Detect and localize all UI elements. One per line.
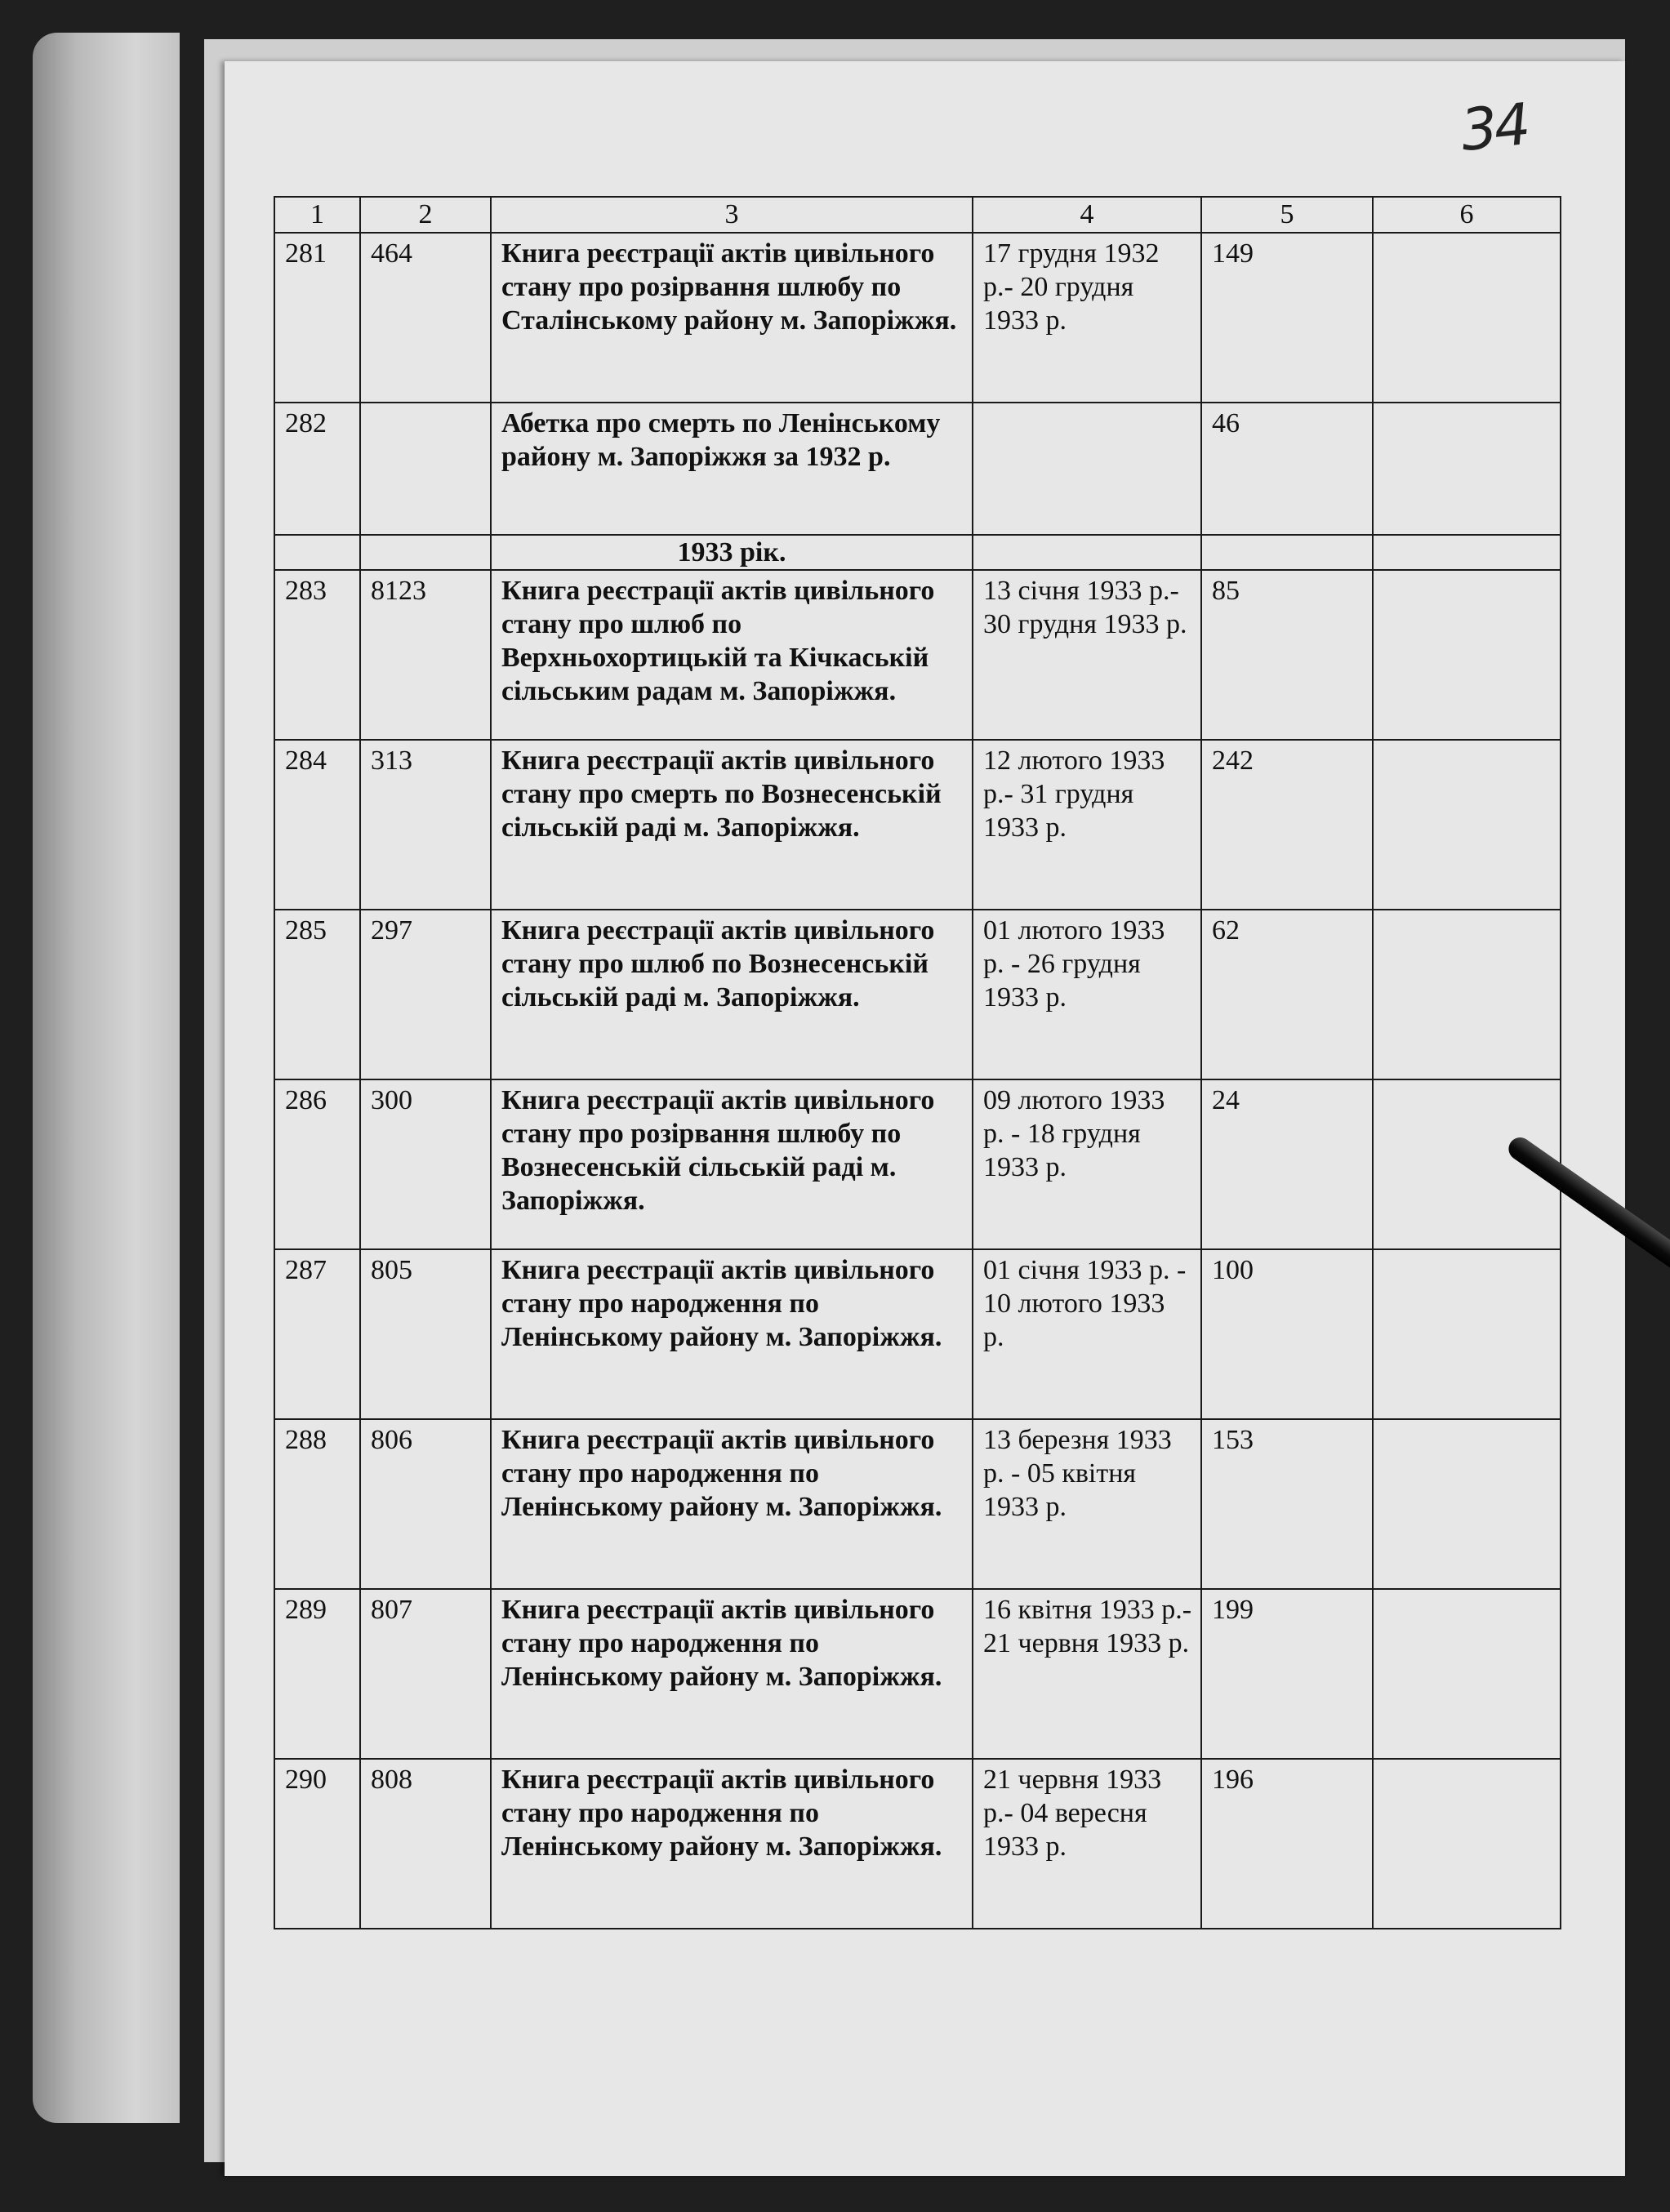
table-row — [274, 910, 1561, 1079]
column-header: 5 — [1201, 197, 1373, 233]
table-row — [274, 1079, 1561, 1249]
file-number: 807 — [360, 1589, 491, 1759]
sheet-count: 62 — [1201, 910, 1373, 1079]
column-header: 6 — [1373, 197, 1561, 233]
table-row — [274, 570, 1561, 740]
note-cell — [1373, 570, 1561, 740]
file-number — [360, 403, 491, 535]
section-title: 1933 рік. — [491, 535, 973, 570]
sheet-count: 196 — [1201, 1759, 1373, 1929]
item-number: 282 — [274, 403, 360, 535]
table-row — [274, 1419, 1561, 1589]
note-cell — [1373, 1589, 1561, 1759]
item-number: 283 — [274, 570, 360, 740]
file-number: 806 — [360, 1419, 491, 1589]
file-title: Книга реєстрації актів цивільного стану про смерть по Вознесенській сільській раді м. Запоріжжя. — [491, 740, 973, 910]
note-cell — [1373, 1249, 1561, 1419]
sheet-count: 46 — [1201, 403, 1373, 535]
date-range: 09 лютого 1933 р. - 18 грудня 1933 р. — [973, 1079, 1201, 1249]
column-header: 2 — [360, 197, 491, 233]
table-row — [274, 1589, 1561, 1759]
register-table — [274, 196, 1561, 1929]
sheet-count: 85 — [1201, 570, 1373, 740]
item-number: 286 — [274, 1079, 360, 1249]
table-row — [274, 1759, 1561, 1929]
sheet-count: 199 — [1201, 1589, 1373, 1759]
note-cell — [1373, 403, 1561, 535]
column-header: 3 — [491, 197, 973, 233]
note-cell — [1373, 740, 1561, 910]
document-page — [225, 61, 1625, 2176]
file-number: 300 — [360, 1079, 491, 1249]
section-row — [274, 535, 1561, 570]
note-cell — [1373, 1759, 1561, 1929]
file-title: Книга реєстрації актів цивільного стану про народження по Ленінському району м. Запоріжжя. — [491, 1249, 973, 1419]
sheet-count: 24 — [1201, 1079, 1373, 1249]
item-number: 290 — [274, 1759, 360, 1929]
date-range: 12 лютого 1933 р.- 31 грудня 1933 р. — [973, 740, 1201, 910]
item-number: 289 — [274, 1589, 360, 1759]
table-row — [274, 1249, 1561, 1419]
note-cell — [1373, 910, 1561, 1079]
file-title: Книга реєстрації актів цивільного стану про розірвання шлюбу по Вознесенській сільській раді м. Запоріжжя. — [491, 1079, 973, 1249]
date-range: 17 грудня 1932 р.- 20 грудня 1933 р. — [973, 233, 1201, 403]
date-range: 21 червня 1933 р.- 04 вересня 1933 р. — [973, 1759, 1201, 1929]
item-number: 287 — [274, 1249, 360, 1419]
item-number: 285 — [274, 910, 360, 1079]
file-number: 297 — [360, 910, 491, 1079]
item-number: 281 — [274, 233, 360, 403]
file-title: Книга реєстрації актів цивільного стану про народження по Ленінському району м. Запоріжжя. — [491, 1589, 973, 1759]
note-cell — [1373, 233, 1561, 403]
page-number: 34 — [1457, 90, 1531, 165]
header-row — [274, 197, 1561, 233]
date-range: 01 лютого 1933 р. - 26 грудня 1933 р. — [973, 910, 1201, 1079]
file-title: Книга реєстрації актів цивільного стану про шлюб по Верхньохортицькій та Кічкаській сільським радам м. Запоріжжя. — [491, 570, 973, 740]
column-header: 4 — [973, 197, 1201, 233]
table-row — [274, 403, 1561, 535]
file-title: Книга реєстрації актів цивільного стану про розірвання шлюбу по Сталінському району м. Запоріжжя. — [491, 233, 973, 403]
sheet-count: 153 — [1201, 1419, 1373, 1589]
left-page-edge — [33, 33, 180, 2123]
item-number: 288 — [274, 1419, 360, 1589]
file-title: Книга реєстрації актів цивільного стану про народження по Ленінському району м. Запоріжжя. — [491, 1759, 973, 1929]
date-range: 13 січня 1933 р.- 30 грудня 1933 р. — [973, 570, 1201, 740]
file-title: Абетка про смерть по Ленінському району м. Запоріжжя за 1932 р. — [491, 403, 973, 535]
date-range: 01 січня 1933 р. - 10 лютого 1933 р. — [973, 1249, 1201, 1419]
file-title: Книга реєстрації актів цивільного стану про народження по Ленінському району м. Запоріжжя. — [491, 1419, 973, 1589]
sheet-count: 242 — [1201, 740, 1373, 910]
date-range — [973, 403, 1201, 535]
date-range: 13 березня 1933 р. - 05 квітня 1933 р. — [973, 1419, 1201, 1589]
table-row — [274, 233, 1561, 403]
file-number: 8123 — [360, 570, 491, 740]
note-cell — [1373, 1419, 1561, 1589]
sheet-count: 149 — [1201, 233, 1373, 403]
date-range: 16 квітня 1933 р.- 21 червня 1933 р. — [973, 1589, 1201, 1759]
file-title: Книга реєстрації актів цивільного стану про шлюб по Вознесенській сільській раді м. Запоріжжя. — [491, 910, 973, 1079]
column-header: 1 — [274, 197, 360, 233]
file-number: 805 — [360, 1249, 491, 1419]
table-row — [274, 740, 1561, 910]
sheet-count: 100 — [1201, 1249, 1373, 1419]
file-number: 313 — [360, 740, 491, 910]
file-number: 808 — [360, 1759, 491, 1929]
item-number: 284 — [274, 740, 360, 910]
file-number: 464 — [360, 233, 491, 403]
